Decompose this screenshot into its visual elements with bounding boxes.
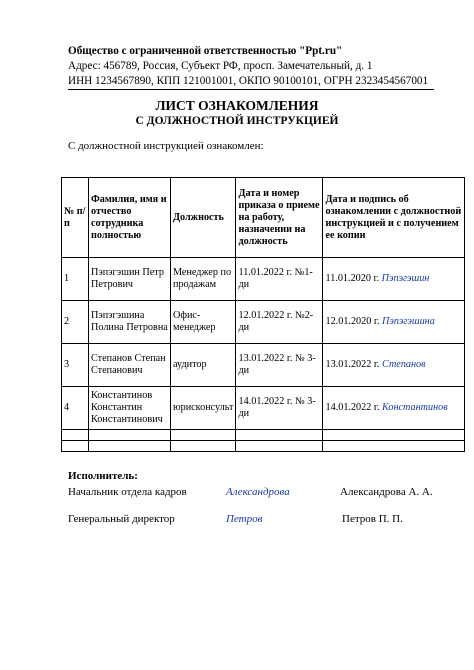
cell-number: 3 xyxy=(62,344,89,387)
performer-position: Начальник отдела кадров xyxy=(68,486,187,498)
header-order: Дата и номер приказа о приеме на работу, назначении на должность xyxy=(236,178,323,258)
cell-position: юрисконсульт xyxy=(171,387,236,430)
table-row xyxy=(62,344,465,387)
cell-name: Степанов Степан Степанович xyxy=(89,344,171,387)
header-number: № п/п xyxy=(62,178,89,258)
signature: Пэпэгэшин xyxy=(381,273,430,284)
empty-row xyxy=(62,441,465,452)
cell-date: 14.01.2022 г. xyxy=(325,402,380,413)
empty-cell xyxy=(89,430,171,441)
table-row xyxy=(62,258,465,301)
cell-date: 11.01.2020 г. xyxy=(325,273,380,284)
header-name: Фамилия, имя и отчество сотрудника полностью xyxy=(89,178,171,258)
cell-date: 13.01.2022 г. xyxy=(325,359,380,370)
document-title: ЛИСТ ОЗНАКОМЛЕНИЯ xyxy=(155,98,319,113)
cell-acquaintance xyxy=(323,344,465,387)
intro-text: С должностной инструкцией ознакомлен: xyxy=(68,140,264,152)
table-row xyxy=(62,301,465,344)
signature: Пэпэгэшина xyxy=(382,316,435,327)
empty-cell xyxy=(323,430,465,441)
empty-cell xyxy=(62,430,89,441)
cell-number: 2 xyxy=(62,301,89,344)
empty-cell xyxy=(323,441,465,452)
empty-cell xyxy=(171,441,236,452)
cell-order: 13.01.2022 г. № 3-ди xyxy=(236,344,323,387)
acquaintance-table xyxy=(61,177,465,452)
cell-name: Пэпэгэшин Петр Петрович xyxy=(89,258,171,301)
organization-header xyxy=(68,44,438,90)
cell-order: 11.01.2022 г. №1-ди xyxy=(236,258,323,301)
performer-name: Петров П. П. xyxy=(342,513,403,525)
org-codes: ИНН 1234567890, КПП 121001001, ОКПО 90100101, ОГРН 2323454567001 xyxy=(68,74,434,90)
cell-number: 1 xyxy=(62,258,89,301)
cell-order: 12.01.2022 г. №2-ди xyxy=(236,301,323,344)
cell-position: аудитор xyxy=(171,344,236,387)
empty-cell xyxy=(236,441,323,452)
signature: Константинов xyxy=(382,402,448,413)
empty-cell xyxy=(171,430,236,441)
table-row xyxy=(62,387,465,430)
cell-number: 4 xyxy=(62,387,89,430)
header-position: Должность xyxy=(171,178,236,258)
cell-date: 12.01.2020 г. xyxy=(325,316,380,327)
cell-acquaintance xyxy=(323,387,465,430)
cell-name: Пэпэгэшина Полина Петровна xyxy=(89,301,171,344)
empty-cell xyxy=(62,441,89,452)
cell-position: Офис-менеджер xyxy=(171,301,236,344)
performer-position: Генеральный директор xyxy=(68,513,175,525)
cell-acquaintance xyxy=(323,301,465,344)
cell-acquaintance xyxy=(323,258,465,301)
performer-label: Исполнитель: xyxy=(68,470,138,482)
performer-signature: Петров xyxy=(226,513,263,525)
org-address: Адрес: 456789, Россия, Субъект РФ, просп. Замечательный, д. 1 xyxy=(68,60,373,72)
table-header-row xyxy=(62,178,465,258)
signature: Степанов xyxy=(382,359,426,370)
performer-signature: Александрова xyxy=(226,486,290,498)
performer-name: Александрова А. А. xyxy=(340,486,433,498)
cell-order: 14.01.2022 г. № 3-ди xyxy=(236,387,323,430)
empty-cell xyxy=(89,441,171,452)
org-name: Общество с ограниченной ответственностью "Ppt.ru" xyxy=(68,45,343,57)
document-subtitle: С ДОЛЖНОСТНОЙ ИНСТРУКЦИЕЙ xyxy=(135,115,339,127)
empty-row xyxy=(62,430,465,441)
cell-position: Менеджер по продажам xyxy=(171,258,236,301)
cell-name: Константинов Константин Константинович xyxy=(89,387,171,430)
header-acquaintance: Дата и подпись об ознакомлении с должностной инструкцией и с получением ее копии xyxy=(323,178,465,258)
empty-cell xyxy=(236,430,323,441)
